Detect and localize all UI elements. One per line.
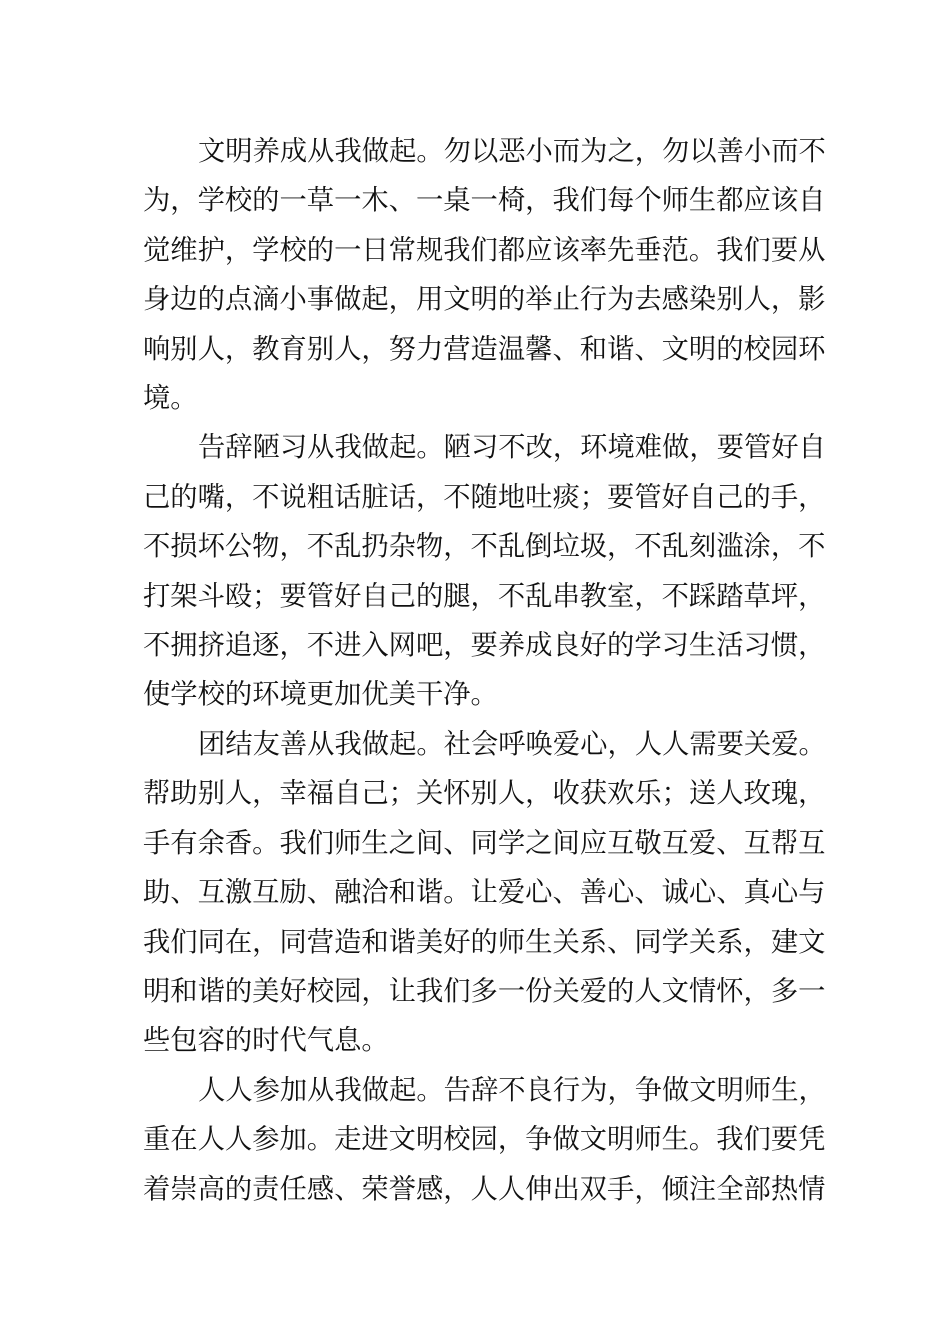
text-line: 团结友善从我做起。社会呼唤爱心，人人需要关爱。 [198, 728, 826, 760]
text-line: 明和谐的美好校园，让我们多一份关爱的人文情怀，多一 [143, 975, 826, 1007]
text-line: 不拥挤追逐，不进入网吧，要养成良好的学习生活习惯， [143, 630, 826, 662]
text-line: 些包容的时代气息。 [143, 1025, 389, 1057]
paragraph-unity [143, 720, 826, 1066]
document-body [143, 127, 826, 1214]
text-line: 帮助别人，幸福自己；关怀别人，收获欢乐；送人玫瑰， [143, 778, 826, 810]
text-line: 手有余香。我们师生之间、同学之间应互敬互爱、互帮互 [143, 827, 826, 859]
text-line: 告辞陋习从我做起。陋习不改，环境难做，要管好自 [198, 432, 826, 464]
text-line: 身边的点滴小事做起，用文明的举止行为去感染别人，影 [143, 284, 826, 316]
text-line: 人人参加从我做起。告辞不良行为，争做文明师生， [198, 1074, 826, 1106]
text-line: 文明养成从我做起。勿以恶小而为之，勿以善小而不 [198, 136, 826, 167]
text-line: 使学校的环境更加优美干净。 [143, 679, 498, 711]
paragraph-participation [143, 1066, 826, 1214]
text-line: 境。 [143, 383, 198, 415]
text-line: 重在人人参加。走进文明校园，争做文明师生。我们要凭 [143, 1124, 826, 1156]
text-line: 我们同在，同营造和谐美好的师生关系、同学关系，建文 [143, 926, 826, 958]
text-line: 助、互激互励、融洽和谐。让爱心、善心、诚心、真心与 [143, 877, 826, 909]
text-line: 不损坏公物，不乱扔杂物，不乱倒垃圾，不乱刻滥涂，不 [143, 531, 826, 563]
text-line: 觉维护，学校的一日常规我们都应该率先垂范。我们要从 [143, 234, 826, 266]
text-line: 为，学校的一草一木、一桌一椅，我们每个师生都应该自 [143, 185, 826, 217]
text-line: 打架斗殴；要管好自己的腿，不乱串教室，不踩踏草坪， [143, 580, 826, 612]
paragraph-civility [143, 127, 826, 423]
text-line: 响别人，教育别人，努力营造温馨、和谐、文明的校园环 [143, 333, 826, 365]
paragraph-bad-habits [143, 423, 826, 719]
text-line: 着崇高的责任感、荣誉感，人人伸出双手，倾注全部热情 [143, 1173, 826, 1205]
text-line: 己的嘴，不说粗话脏话，不随地吐痰；要管好自己的手， [143, 481, 826, 513]
